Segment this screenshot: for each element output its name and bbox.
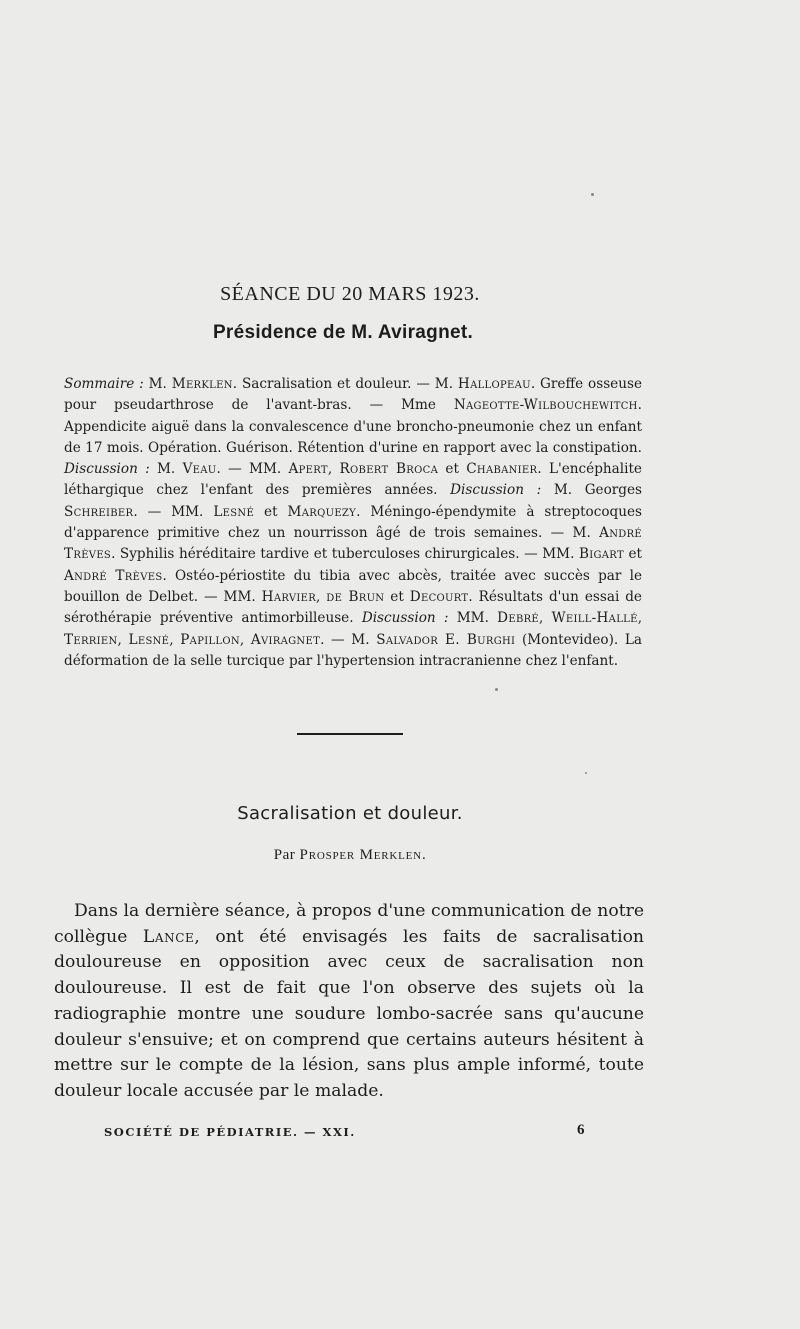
text-run: M.	[149, 461, 183, 478]
summary-paragraph	[64, 374, 642, 672]
article-byline	[0, 847, 700, 864]
author-name: André Trèves	[64, 525, 642, 563]
author-name: Marquezy	[287, 503, 357, 520]
text-run: M.	[143, 376, 172, 392]
author-name: Papillon	[180, 631, 240, 648]
seance-title: SÉANCE DU 20 MARS 1923.	[220, 283, 480, 305]
text-run: . Résultats d'un essai de sérothérapie préventive antimorbilleuse.	[64, 588, 642, 627]
body-paragraph	[54, 899, 644, 1105]
author-name: Lance	[142, 926, 195, 947]
summary-lead: Sommaire :	[64, 376, 144, 392]
author-name: Apert	[288, 461, 328, 478]
page-number: 6	[577, 1122, 585, 1138]
author-name: Weill-Hallé	[551, 610, 638, 627]
text-run: ,	[316, 588, 327, 605]
author-name: Robert Broca	[339, 461, 439, 478]
text-run: . Sacralisation et douleur. — M.	[232, 376, 458, 392]
text-run: . — M.	[320, 631, 377, 648]
author-name: Debré	[497, 610, 540, 627]
author-name: Salvador E. Burghi	[376, 631, 516, 648]
byline-author: Prosper Merklen	[299, 847, 422, 863]
text-run: et	[438, 461, 467, 478]
running-footer: SOCIÉTÉ DE PÉDIATRIE. — XXI.	[104, 1125, 356, 1139]
author-name: Bigart	[578, 546, 624, 563]
article-body	[54, 899, 644, 1105]
author-name: Decourt	[409, 588, 469, 605]
text-run: ,	[169, 631, 181, 648]
section-divider	[297, 733, 403, 735]
text-run: et	[254, 503, 288, 520]
text-run: . Méningo-épendymite à streptocoques d'apparence primitive chez un nourrisson âgé de trois semaines. — M.	[64, 503, 642, 542]
author-name: Aviragnet	[250, 631, 321, 648]
author-name: Merklen	[171, 376, 233, 392]
text-run: ,	[327, 461, 340, 478]
paper-speck	[585, 772, 587, 774]
text-run: . L'encéphalite léthargique chez l'enfant des premières années.	[64, 461, 642, 499]
author-name: Chabanier	[466, 461, 538, 478]
text-run: (Montevideo). La déformation de la selle turcique par l'hypertension intracranienne chez l'enfant.	[64, 631, 642, 669]
text-run: M. Georges	[541, 482, 642, 499]
author-name: Lesné	[128, 631, 170, 648]
text-run: . — MM.	[133, 503, 214, 520]
author-name: Lesné	[213, 503, 255, 520]
summary-text	[64, 374, 642, 672]
author-name: Harvier	[261, 588, 317, 605]
presidence-heading: Présidence de M. Aviragnet.	[212, 322, 474, 343]
text-run: et	[384, 588, 410, 605]
text-run: . Ostéo-périostite du tibia avec abcès, traitée avec succès par le bouillon de Delbet. — MM.	[64, 567, 642, 605]
author-name: Veau	[182, 461, 217, 478]
text-run: . Syphilis héréditaire tardive et tuberculoses chirurgicales. — MM.	[111, 546, 579, 563]
discussion-label: Discussion :	[361, 610, 449, 627]
discussion-label: Discussion :	[64, 461, 150, 478]
author-name: Terrien	[64, 631, 118, 648]
text-run: et	[623, 546, 642, 563]
text-run: ,	[637, 610, 643, 627]
text-run: ,	[539, 610, 552, 627]
discussion-label: Discussion :	[450, 482, 542, 499]
paper-speck	[591, 193, 594, 196]
text-run: , ont été envisagés les faits de sacralisation douloureuse en opposition avec ceux de sacralisation non douloureuse. Il est de fait que l'on observe des sujets où la radiographie montre une soudure lombo-sacrée sans qu'aucune douleur s'ensuive; et on comprend que certains auteurs hésitent à mettre sur le compte de la lésion, sans plus ample informé, toute douleur locale accusée par le malade.	[54, 926, 644, 1101]
author-name: André Trèves	[64, 567, 163, 584]
byline-suffix: .	[421, 847, 427, 863]
author-name: Schreiber	[64, 503, 134, 520]
text-run: Dans la dernière séance, à propos d'une communication de notre collègue	[54, 901, 644, 947]
text-run: . — MM.	[216, 461, 289, 478]
text-run: MM.	[448, 610, 498, 627]
text-run: ,	[239, 631, 251, 648]
text-run: ,	[117, 631, 129, 648]
author-name: de Brun	[326, 588, 385, 605]
byline-prefix: Par	[273, 847, 300, 863]
paper-speck	[495, 688, 498, 691]
text-run: . Appendicite aiguë dans la convalescence d'une broncho-pneumonie chez un enfant de 17 mois. Opération. Guérison. Rétention d'urine en rapport avec la constipation.	[64, 397, 642, 456]
author-name: Hallopeau	[457, 376, 531, 392]
text-run: . Greffe osseuse pour pseudarthrose de l'avant-bras. — Mme	[64, 376, 642, 414]
article-title: Sacralisation et douleur.	[237, 803, 463, 824]
author-name: Nageotte-Wilbouchewitch	[453, 397, 638, 414]
